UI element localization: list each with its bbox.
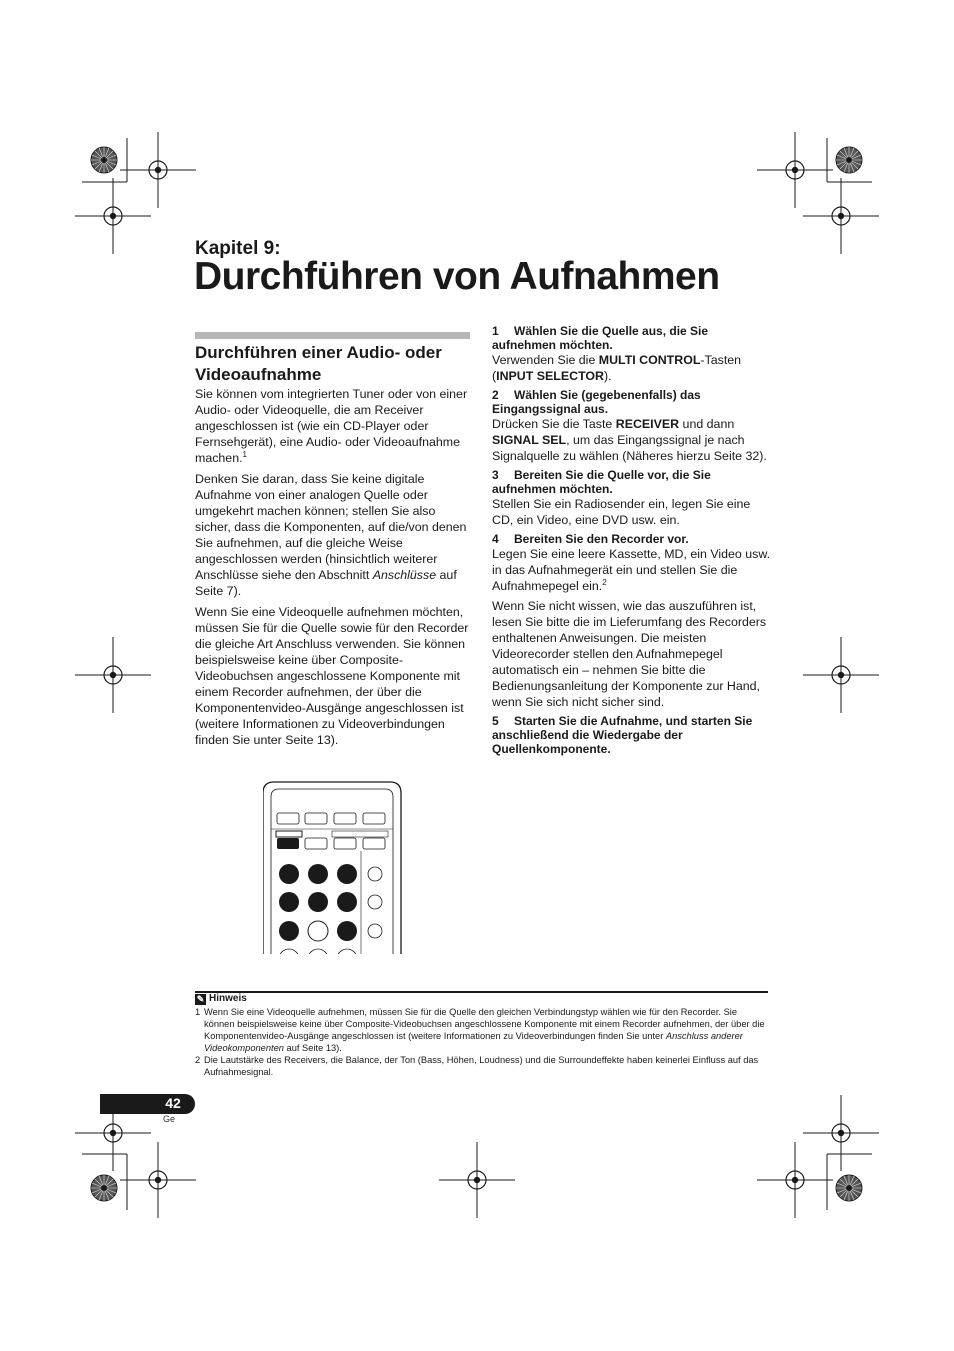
- step-heading: [492, 532, 772, 546]
- section-heading: Durchführen einer Audio- oder Videoaufnahme: [195, 343, 442, 384]
- video-source-paragraph: Wenn Sie eine Videoquelle aufnehmen möchten, müssen Sie für die Quelle sowie für den Recorder die gleiche Art Anschluss verwenden. Sie können beispielsweise keine über Composite-Videobuchsen angeschlossene Komponente mit einem Recorder aufnehmen, der über die Komponentenvideo-Ausgänge angeschlossen ist (weitere Informationen zu Videoverbindungen finden Sie unter Seite 13).: [195, 605, 469, 747]
- notes-label: Hinweis: [209, 993, 247, 1004]
- step-title: Wählen Sie (gegebenenfalls) das Eingangssignal aus.: [492, 388, 701, 416]
- step-body: [492, 352, 772, 384]
- footnote-ref: 2: [602, 577, 607, 587]
- button-name: INPUT SELECTOR: [496, 369, 604, 383]
- paragraph-text: auf Seite 7).: [195, 568, 457, 598]
- footnote-text: Die Lautstärke des Receivers, die Balance, der Ton (Bass, Höhen, Loudness) und die Surroundeffekte haben keinerlei Einfluss auf das Aufnahmesignal.: [204, 1055, 759, 1077]
- step-text: -Tasten (: [492, 353, 742, 383]
- step-title: Starten Sie die Aufnahme, und starten Sie anschließend die Wiedergabe der Quellenkomponente.: [492, 714, 753, 756]
- step-title: Bereiten Sie den Recorder vor.: [514, 532, 689, 546]
- registration-cross-icon: [803, 637, 879, 713]
- note-pencil-icon: ✎: [196, 994, 205, 1004]
- step-2: [492, 388, 772, 464]
- digital-analog-paragraph: [195, 471, 472, 599]
- step-text: und dann: [679, 417, 735, 431]
- step-number: 4: [492, 532, 499, 546]
- step-title: Wählen Sie die Quelle aus, die Sie aufnehmen möchten.: [492, 324, 709, 352]
- step-text: Drücken Sie die Taste: [492, 417, 616, 431]
- notes-divider: [195, 991, 768, 993]
- step-4: [492, 532, 772, 594]
- registration-star-icon: [836, 1175, 862, 1201]
- section-divider: [195, 332, 470, 339]
- intro-paragraph: [195, 386, 472, 466]
- registration-cross-icon: [120, 132, 196, 208]
- footnote-ref: 1: [242, 449, 247, 459]
- cross-reference: Anschlüsse: [372, 568, 437, 582]
- step-body: [492, 416, 772, 464]
- right-column: [492, 324, 772, 760]
- step-text: Legen Sie eine leere Kassette, MD, ein Video usw. in das Aufnahmegerät ein und stellen Sie die Aufnahmepegel ein.: [492, 547, 771, 593]
- step-number: 2: [492, 388, 499, 402]
- step-body: [492, 546, 772, 594]
- button-name: RECEIVER: [615, 417, 680, 431]
- footnote-number: 2: [195, 1055, 201, 1065]
- registration-cross-icon: [803, 178, 879, 254]
- step-number: 1: [492, 324, 499, 338]
- registration-cross-icon: [120, 1142, 196, 1218]
- chapter-title: Durchführen von Aufnahmen: [194, 255, 720, 298]
- step-heading: [492, 714, 772, 756]
- step-title: Bereiten Sie die Quelle vor, die Sie aufnehmen möchten.: [492, 468, 711, 496]
- intro-text: Sie können vom integrierten Tuner oder von einer Audio- oder Videoquelle, die am Receiver angeschlossen ist (wie ein CD-Player oder Fernsehgerät), eine Audio- oder Videoaufnahme machen.: [195, 387, 468, 465]
- left-column: [195, 386, 472, 753]
- registration-cross-icon: [803, 1095, 879, 1171]
- registration-star-icon: [91, 147, 117, 173]
- notes-heading: [195, 993, 247, 1005]
- footnotes: [195, 1006, 770, 1078]
- registration-cross-icon: [439, 1142, 515, 1218]
- recorder-info-paragraph: Wenn Sie nicht wissen, wie das auszuführen ist, lesen Sie bitte die im Lieferumfang des Recorders enthaltenen Anweisungen. Die meisten Videorecorder stellen den Aufnahmepegel automatisch ein – nehmen Sie bitte die Bedienungsanleitung der Komponente zur Hand, wenn Sie sich nicht sicher sind.: [492, 599, 767, 709]
- footnote-number: 1: [195, 1007, 201, 1017]
- step-text: ).: [604, 369, 612, 383]
- step-1: [492, 324, 772, 384]
- button-name: SIGNAL SEL: [492, 433, 567, 447]
- step-number: 3: [492, 468, 499, 482]
- registration-star-icon: [836, 147, 862, 173]
- registration-cross-icon: [75, 178, 151, 254]
- footnote-text: auf Seite 13).: [283, 1043, 342, 1053]
- step-number: 5: [492, 714, 499, 728]
- footnote-text: Wenn Sie eine Videoquelle aufnehmen, müssen Sie für die Quelle den gleichen Verbindungstyp wählen wie für den Recorder. Sie können beispielsweise keine über Composite-Videobuchsen angeschlossene Komponente mit einem Recorder aufnehmen, der über die Komponentenvideo-Ausgänge angeschlossen ist (weitere Informationen zu Videoverbindungen finden Sie unter: [204, 1007, 765, 1041]
- registration-cross-icon: [75, 637, 151, 713]
- step-5: [492, 714, 772, 756]
- cross-reference: Anschluss anderer Videokomponenten: [204, 1031, 743, 1053]
- remote-control-illustration: [263, 781, 403, 954]
- step-text: , um das Eingangssignal je nach Signalquelle zu wählen (Näheres hierzu Seite 32).: [492, 433, 767, 463]
- chapter-label: Kapitel 9:: [195, 238, 281, 259]
- registration-cross-icon: [757, 1142, 833, 1218]
- step-text: Verwenden Sie die: [492, 353, 599, 367]
- step-body: Stellen Sie ein Radiosender ein, legen Sie eine CD, ein Video, eine DVD usw. ein.: [492, 497, 751, 527]
- step-heading: [492, 388, 772, 416]
- registration-cross-icon: [757, 132, 833, 208]
- page-number: 42: [165, 1095, 181, 1111]
- step-heading: [492, 324, 772, 352]
- registration-star-icon: [91, 1175, 117, 1201]
- step-heading: [492, 468, 772, 496]
- paragraph-text: Denken Sie daran, dass Sie keine digitale Aufnahme von einer analogen Quelle oder umgekehrt machen können; stellen Sie also sicher, dass die Komponenten, auf die/von denen Sie aufnehmen, auf die gleiche Weise angeschlossen werden (hinsichtlich weiterer Anschlüsse siehe den Abschnitt: [195, 472, 467, 582]
- button-name: MULTI CONTROL: [598, 353, 701, 367]
- footnote-1: [195, 1006, 770, 1054]
- step-3: [492, 468, 772, 528]
- footnote-2: [195, 1054, 770, 1078]
- language-code: Ge: [163, 1114, 176, 1124]
